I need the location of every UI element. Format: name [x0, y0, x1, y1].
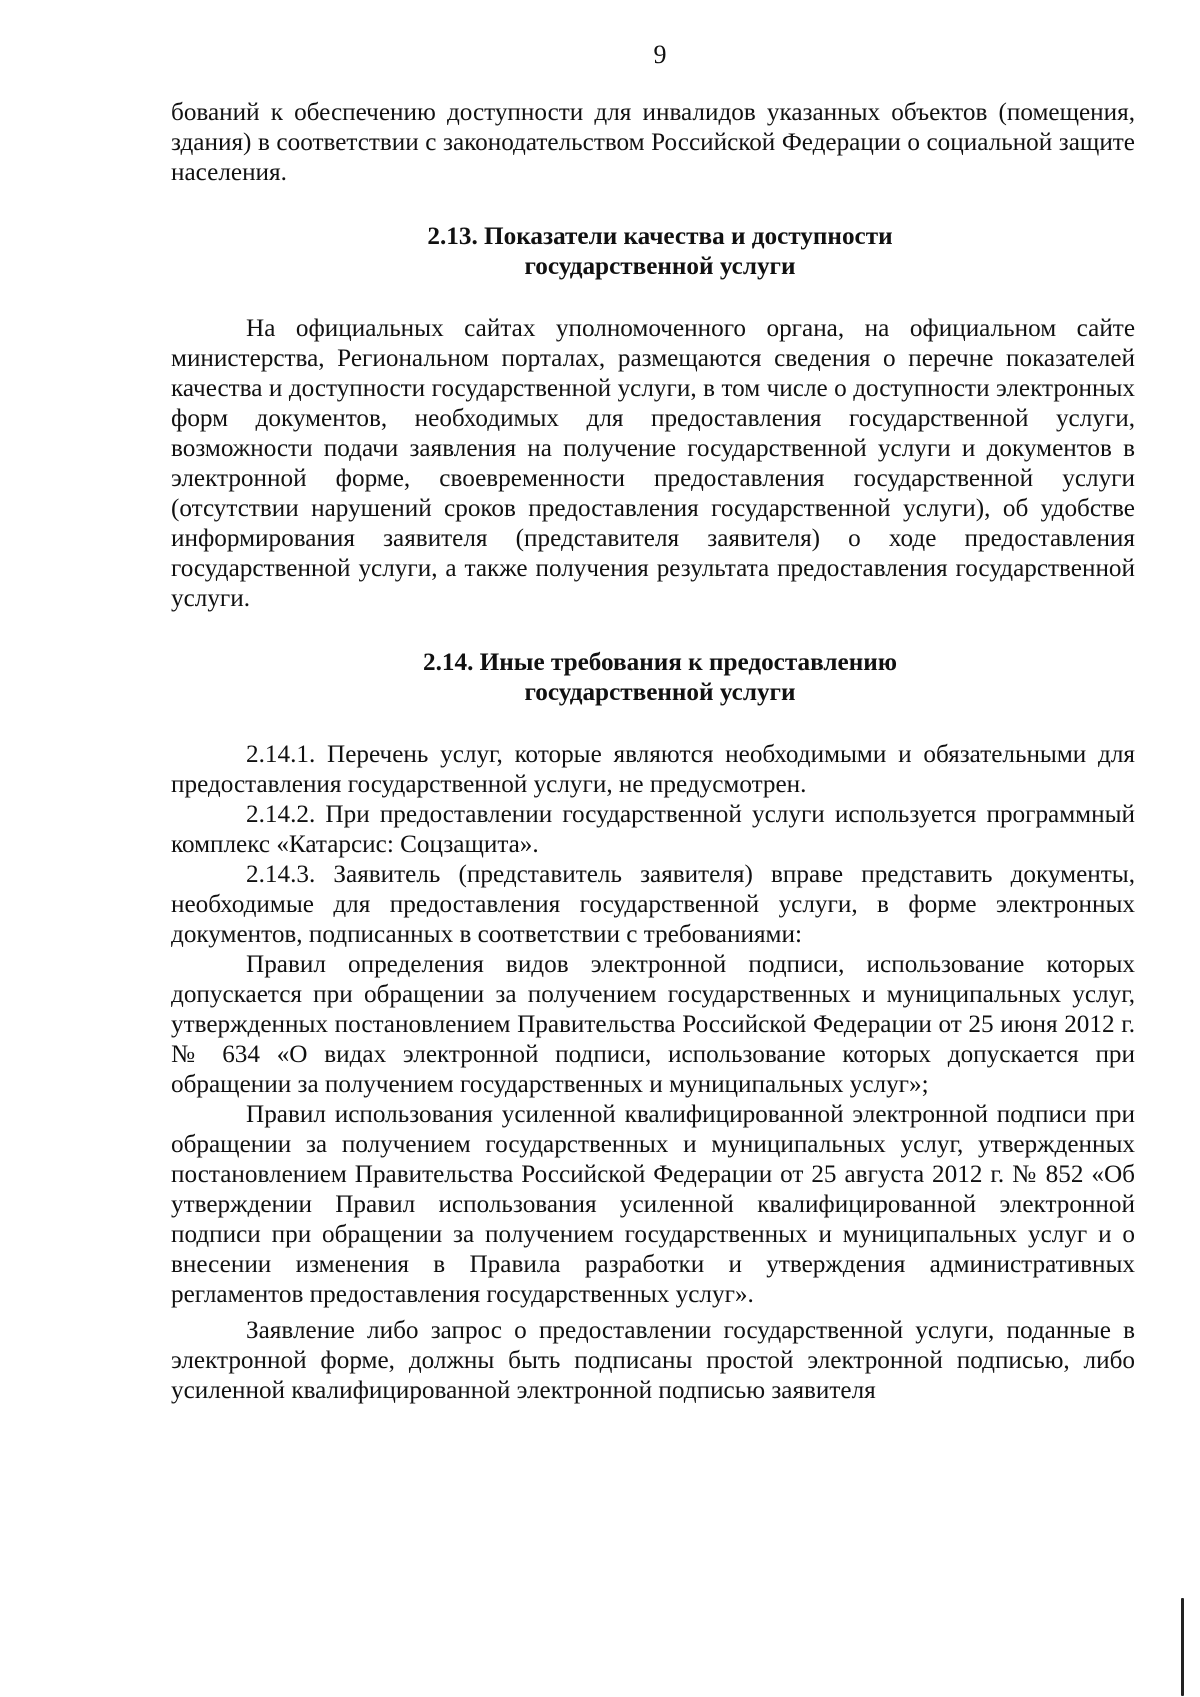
- document-page: [171, 40, 1135, 1406]
- paragraph-application-signature: Заявление либо запрос о предоставлении государственной услуги, поданные в электронной форме, должны быть подписаны простой электронной подписью, либо усиленной квалифицированной электронной подписью заявителя: [171, 1317, 1135, 1404]
- paragraph-rules-852: Правил использования усиленной квалифицированной электронной подписи при обращении за получением государственных и муниципальных услуг, утвержденных постановлением Правительства Российской Федерации от 25 августа 2012 г. № 852 «Об утверждении Правил использования усиленной квалифицированной электронной подписи при обращении за получением государственных и муниципальных услуг и о внесении изменения в Правила разработки и утверждения административных регламентов предоставления государственных услуг».: [171, 1101, 1135, 1308]
- section-2-14-heading: [171, 648, 1135, 708]
- section-2-13-heading: [171, 222, 1135, 282]
- scan-edge-mark: [1181, 1598, 1184, 1696]
- paragraph-2-14-3: 2.14.3. Заявитель (представитель заявителя) вправе представить документы, необходимые для предоставления государственной услуги, в форме электронных документов, подписанных в соответствии с требованиями:: [171, 861, 1135, 948]
- section-2-13-paragraph: На официальных сайтах уполномоченного органа, на официальном сайте министерства, Региональном порталах, размещаются сведения о перечне показателей качества и доступности государственной услуги, в том числе о доступности электронных форм документов, необходимых для предоставления государственной услуги, возможности подачи заявления на получение государственной услуги и документов в электронной форме, своевременности предоставления государственной услуги (отсутствии нарушений сроков предоставления государственной услуги), об удобстве информирования заявителя (представителя заявителя) о ходе предоставления государственной услуги, а также получения результата предоставления государственной услуги.: [171, 315, 1135, 612]
- section-2-13-heading-line2: государственной услуги: [524, 253, 796, 280]
- section-2-14-heading-line2: государственной услуги: [524, 679, 796, 706]
- section-2-13-heading-line1: 2.13. Показатели качества и доступности: [427, 223, 893, 250]
- intro-paragraph: бований к обеспечению доступности для инвалидов указанных объектов (помещения, здания) в соответствии с законодательством Российской Федерации о социальной защите населения.: [171, 99, 1135, 186]
- page-number: 9: [653, 40, 667, 69]
- paragraph-rules-634: Правил определения видов электронной подписи, использование которых допускается при обращении за получением государственных и муниципальных услуг, утвержденных постановлением Правительства Российской Федерации от 25 июня 2012 г. № 634 «О видах электронной подписи, использование которых допускается при обращении за получением государственных и муниципальных услуг»;: [171, 951, 1135, 1098]
- paragraph-2-14-2: 2.14.2. При предоставлении государственной услуги используется программный комплекс «Катарсис: Соцзащита».: [171, 801, 1135, 858]
- paragraph-2-14-1: 2.14.1. Перечень услуг, которые являются необходимыми и обязательными для предоставления государственной услуги, не предусмотрен.: [171, 741, 1135, 798]
- section-2-14-heading-line1: 2.14. Иные требования к предоставлению: [423, 649, 897, 676]
